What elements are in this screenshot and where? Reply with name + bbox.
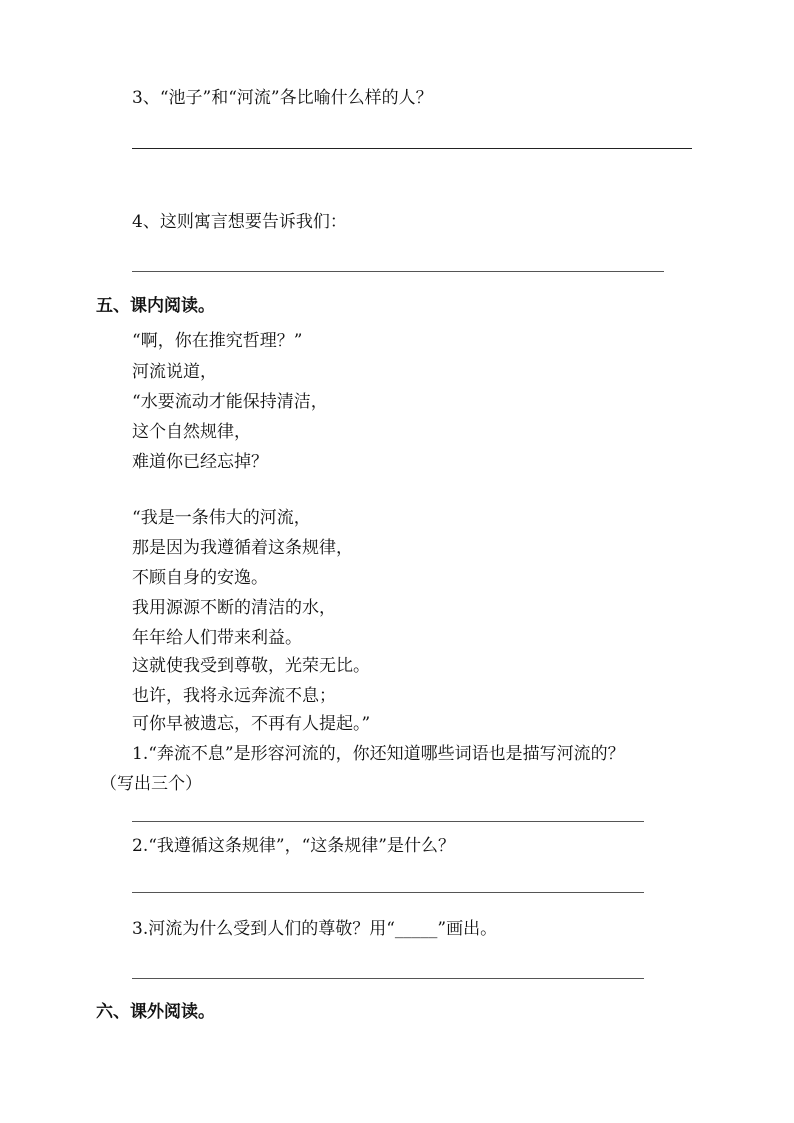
reading-question-1-note: （写出三个） bbox=[100, 774, 202, 794]
poem-line: 可你早被遗忘，不再有人提起。” bbox=[132, 714, 371, 734]
poem-line: 这个自然规律， bbox=[132, 422, 251, 442]
answer-line-r2 bbox=[132, 892, 644, 893]
poem-line: 那是因为我遵循着这条规律， bbox=[132, 538, 353, 558]
answer-line-q4 bbox=[132, 271, 664, 272]
poem-line: 难道你已经忘掉？ bbox=[132, 452, 268, 472]
reading-question-3 bbox=[132, 919, 497, 939]
poem-line: 也许，我将永远奔流不息； bbox=[132, 686, 336, 706]
section-6-heading: 六、课外阅读。 bbox=[96, 1002, 215, 1022]
poem-line: “我是一条伟大的河流， bbox=[132, 508, 311, 528]
poem-line: 河流说道， bbox=[132, 362, 217, 382]
poem-line: 不顾自身的安逸。 bbox=[132, 568, 268, 588]
question-4: 4、这则寓言想要告诉我们： bbox=[132, 212, 347, 232]
answer-line-r3 bbox=[132, 978, 644, 979]
poem-line: “水要流动才能保持清洁， bbox=[132, 392, 328, 412]
answer-line-q3 bbox=[132, 148, 692, 149]
reading-question-2: 2.“我遵循这条规律”，“这条规律”是什么？ bbox=[132, 836, 455, 856]
answer-line-r1 bbox=[132, 821, 644, 822]
reading-question-1: 1.“奔流不息”是形容河流的，你还知道哪些词语也是描写河流的？ bbox=[132, 744, 625, 764]
poem-line: 我用源源不断的清洁的水， bbox=[132, 598, 336, 618]
question-3: 3、“池子”和“河流”各比喻什么样的人？ bbox=[132, 88, 433, 108]
section-5-heading: 五、课内阅读。 bbox=[96, 296, 215, 316]
poem-line: 年年给人们带来利益。 bbox=[132, 628, 302, 648]
poem-line: “啊，你在推究哲理？” bbox=[132, 331, 303, 351]
poem-line: 这就使我受到尊敬，光荣无比。 bbox=[132, 656, 370, 676]
underline-blank: _____ bbox=[394, 919, 438, 939]
reading-question-3-prefix: 3.河流为什么受到人们的尊敬？用“ bbox=[132, 919, 395, 939]
reading-question-3-suffix: ”画出。 bbox=[437, 919, 498, 939]
